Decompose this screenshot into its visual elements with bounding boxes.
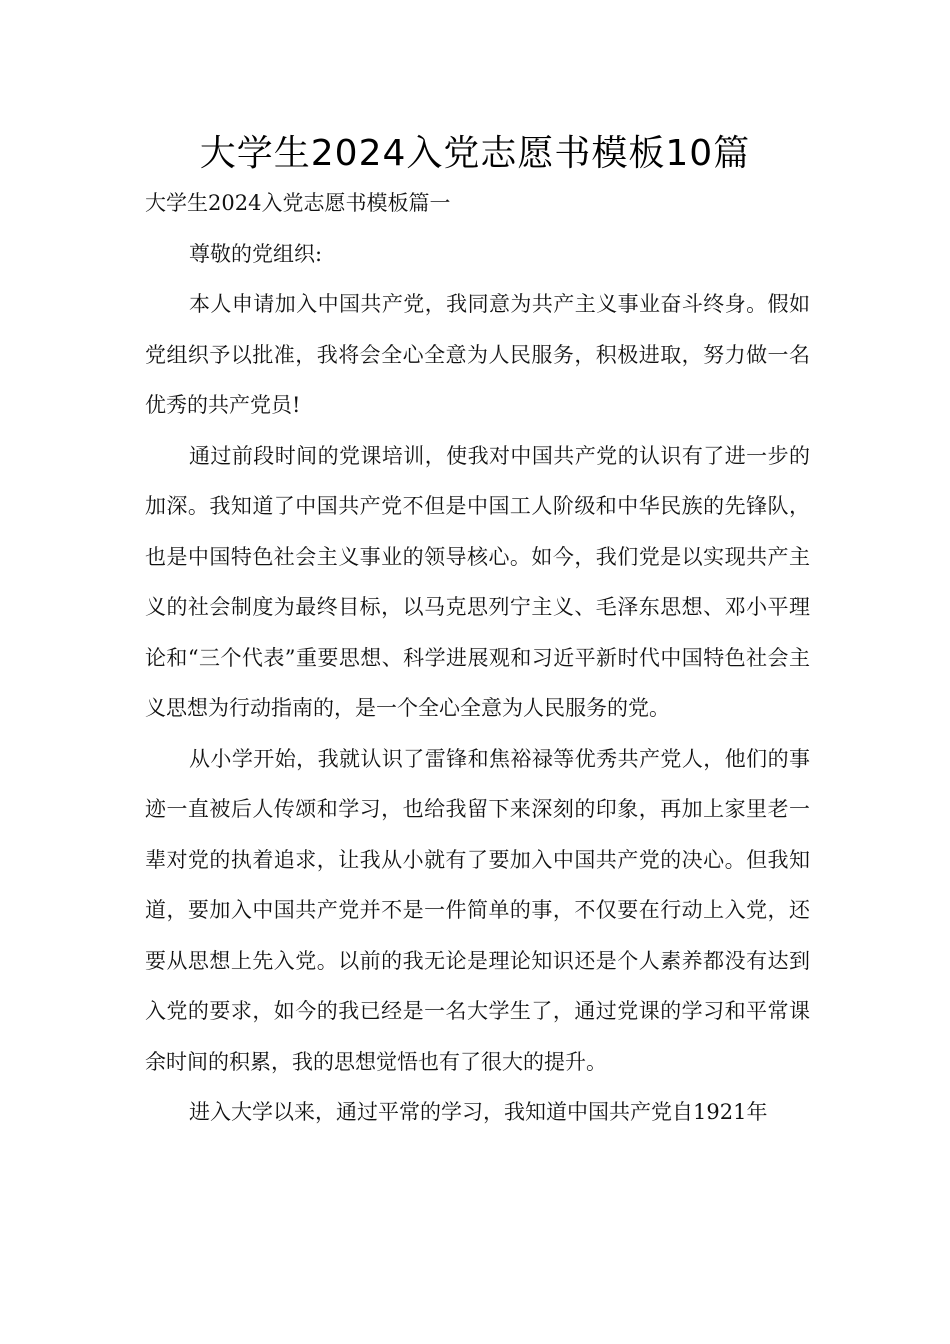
document-body [145,178,810,1138]
document-title: 大学生2024入党志愿书模板10篇 [199,133,751,174]
paragraph: 进入大学以来，通过平常的学习，我知道中国共产党自1921年 [189,1100,768,1124]
paragraph: 通过前段时间的党课培训，使我对中国共产党的认识有了进一步的加深。我知道了中国共产党不但是中国工人阶级和中华民族的先锋队，也是中国特色社会主义事业的领导核心。如今，我们党是以实现共产主义的社会制度为最终目标，以马克思列宁主义、毛泽东思想、邓小平理论和“三个代表”重要思想、科学进展观和习近平新时代中国特色社会主义思想为行动指南的，是一个全心全意为人民服务的党。 [145,443,810,720]
salutation: 尊敬的党组织: [189,241,323,266]
section-heading: 大学生2024入党志愿书模板篇一 [145,191,451,215]
paragraph: 从小学开始，我就认识了雷锋和焦裕禄等优秀共产党人，他们的事迹一直被后人传颂和学习，也给我留下来深刻的印象，再加上家里老一辈对党的执着追求，让我从小就有了要加入中国共产党的决心。但我知道，要加入中国共产党并不是一件简单的事，不仅要在行动上入党，还要从思想上先入党。以前的我无论是理论知识还是个人素养都没有达到入党的要求，如今的我已经是一名大学生了，通过党课的学习和平常课余时间的积累，我的思想觉悟也有了很大的提升。 [145,746,810,1074]
paragraph: 本人申请加入中国共产党，我同意为共产主义事业奋斗终身。假如党组织予以批准，我将会全心全意为人民服务，积极进取，努力做一名优秀的共产党员! [145,292,810,417]
